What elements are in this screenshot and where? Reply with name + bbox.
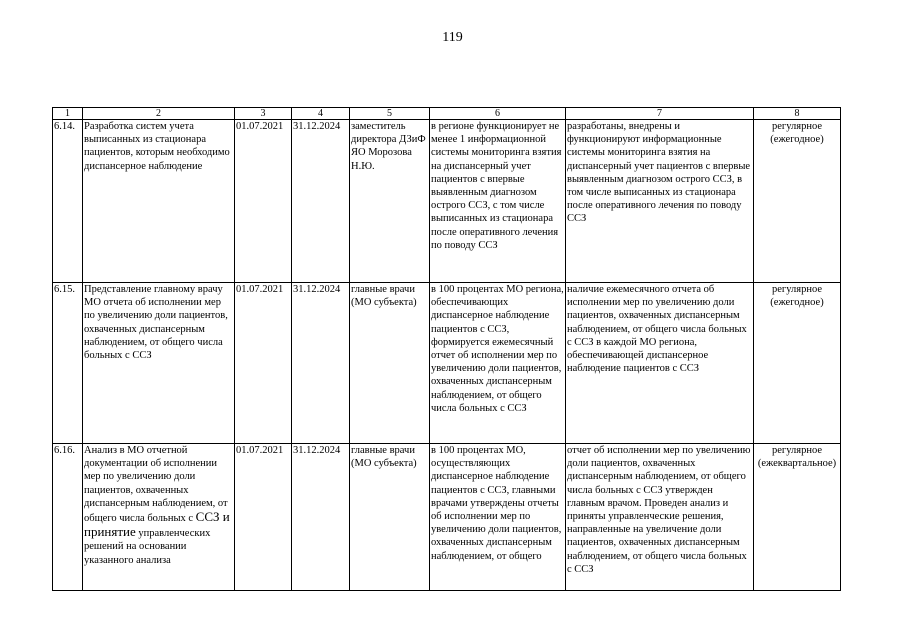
periodicity: регулярное (ежегодное) (754, 120, 841, 283)
result: разработаны, внедрены и функционируют информационные системы мониторинга взятия на диспансерный учет пациентов с впервые выявленным диагнозом острого ССЗ, в том числе выписанных из стационара после оперативного лечения по поводу ССЗ (566, 120, 754, 283)
row-number: 6.14. (53, 120, 83, 283)
activity-name-part: управленческих решений на основании указанного анализа (84, 528, 211, 566)
activity-name-part: ССЗ и принятие (84, 509, 230, 540)
table-row (53, 120, 841, 283)
activity-name: Представление главному врачу МО отчета об исполнении мер по увеличению доли пациентов, охваченных диспансерным наблюдением, от общего числа больных с ССЗ (83, 283, 235, 444)
page-number: 119 (442, 30, 463, 45)
header-cell: 3 (235, 108, 292, 120)
periodicity: регулярное (ежеквартальное) (754, 444, 841, 591)
header-cell: 2 (83, 108, 235, 120)
start-date: 01.07.2021 (235, 444, 292, 591)
periodicity: регулярное (ежегодное) (754, 283, 841, 444)
result: отчет об исполнении мер по увеличению доли пациентов, охваченных диспансерным наблюдением, от общего числа больных с ССЗ утвержден главным врачом. Проведен анализ и приняты управленческие решения, направленные на увеличение доли пациентов, охваченных диспансерным наблюдением, от общего числа больных с ССЗ (566, 444, 754, 591)
indicator: в 100 процентах МО региона, обеспечивающих диспансерное наблюдение пациентов с ССЗ, формируется ежемесячный отчет об исполнении мер по увеличению доли пациентов, охваченных диспансерным наблюдением, от общего числа больных с ССЗ (430, 283, 566, 444)
responsible: заместитель директора ДЗиФ ЯО Морозова Н.Ю. (350, 120, 430, 283)
header-cell: 5 (350, 108, 430, 120)
indicator: в 100 процентах МО, осуществляющих диспансерное наблюдение пациентов с ССЗ, главными врачами утверждены отчеты об исполнении мер по увеличению доли пациентов, охваченных диспансерным наблюдением, от общего (430, 444, 566, 591)
header-cell: 1 (53, 108, 83, 120)
end-date: 31.12.2024 (292, 283, 350, 444)
row-number: 6.15. (53, 283, 83, 444)
header-cell: 6 (430, 108, 566, 120)
header-cell: 7 (566, 108, 754, 120)
end-date: 31.12.2024 (292, 444, 350, 591)
table-row (53, 283, 841, 444)
activity-name-part: Анализ в МО отчетной документации об исполнении мер по увеличению доли пациентов, охваченных диспансерным наблюдением, от общего числа больных с (84, 445, 228, 525)
activity-name (83, 444, 235, 591)
start-date: 01.07.2021 (235, 283, 292, 444)
indicator: в регионе функционирует не менее 1 информационной системы мониторинга взятия на диспансерный учет пациентов с впервые выявленным диагнозом острого ССЗ, с том числе выписанных из стационара после оперативного лечения по поводу ССЗ (430, 120, 566, 283)
header-cell: 4 (292, 108, 350, 120)
table-row (53, 444, 841, 591)
responsible: главные врачи (МО субъекта) (350, 444, 430, 591)
end-date: 31.12.2024 (292, 120, 350, 283)
row-number: 6.16. (53, 444, 83, 591)
activity-name: Разработка систем учета выписанных из стационара пациентов, которым необходимо диспансерное наблюдение (83, 120, 235, 283)
start-date: 01.07.2021 (235, 120, 292, 283)
header-row (53, 108, 841, 120)
result: наличие ежемесячного отчета об исполнении мер по увеличению доли пациентов, охваченных диспансерным наблюдением, от общего числа больных с ССЗ в каждой МО региона, обеспечивающей диспансерное наблюдение пациентов с ССЗ (566, 283, 754, 444)
plan-table (52, 107, 841, 591)
responsible: главные врачи (МО субъекта) (350, 283, 430, 444)
header-cell: 8 (754, 108, 841, 120)
